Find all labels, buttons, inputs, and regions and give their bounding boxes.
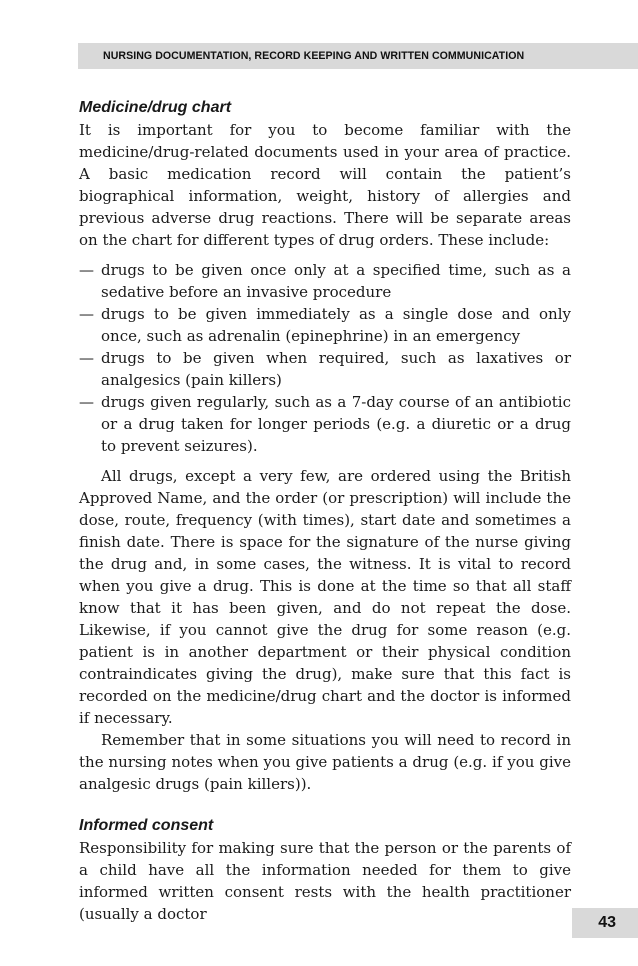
paragraph-nursing-notes: Remember that in some situations you will need to record in the nursing notes when you give patients a drug (e.g. if you give analgesic drugs (pain killers)). [79, 731, 571, 793]
list-item [79, 347, 571, 391]
dash-marker: — [79, 305, 94, 323]
dash-marker: — [79, 261, 94, 279]
dash-marker: — [79, 349, 94, 367]
drug-order-list [79, 259, 571, 457]
list-item-text: drugs to be given when required, such as laxatives or analgesics (pain killers) [101, 349, 571, 389]
list-item-text: drugs given regularly, such as a 7-day course of an antibiotic or a drug taken for longer periods (e.g. a diuretic or a drug to prevent seizures). [101, 393, 571, 455]
paragraph-intro: It is important for you to become familiar with the medicine/drug-related documents used in your area of practice. A basic medication record will contain the patient’s biographical information, weight, history of allergies and previous adverse drug reactions. There will be separate areas on the chart for different types of drug orders. These include: [79, 121, 571, 249]
section-spacer [79, 795, 571, 815]
list-item [79, 259, 571, 303]
list-item-text: drugs to be given immediately as a single dose and only once, such as adrenalin (epinephrine) in an emergency [101, 305, 571, 345]
list-item [79, 303, 571, 347]
list-item-text: drugs to be given once only at a specified time, such as a sedative before an invasive procedure [101, 261, 571, 301]
paragraph-drug-orders: All drugs, except a very few, are ordered using the British Approved Name, and the order (or prescription) will include the dose, route, frequency (with times), start date and sometimes a finish date. There is space for the signature of the nurse giving the drug and, in some cases, the witness. It is vital to record when you give a drug. This is done at the time so that all staff know that it has been given, and do not repeat the dose. Likewise, if you cannot give the drug for some reason (e.g. patient is in another department or their physical condition contraindicates giving the drug), make sure that this fact is recorded on the medicine/drug chart and the doctor is informed if necessary. [79, 467, 571, 727]
section-heading-informed-consent: Informed consent [79, 817, 214, 834]
dash-marker: — [79, 393, 94, 411]
page-body [79, 97, 571, 925]
section-heading-medicine-chart: Medicine/drug chart [79, 99, 232, 116]
page-number: 43 [598, 914, 616, 931]
running-header: NURSING DOCUMENTATION, RECORD KEEPING AND WRITTEN COMMUNICATION [103, 50, 525, 62]
list-item [79, 391, 571, 457]
paragraph-consent: Responsibility for making sure that the person or the parents of a child have all the information needed for them to give informed written consent rests with the health practitioner (usually a doctor [79, 839, 571, 923]
